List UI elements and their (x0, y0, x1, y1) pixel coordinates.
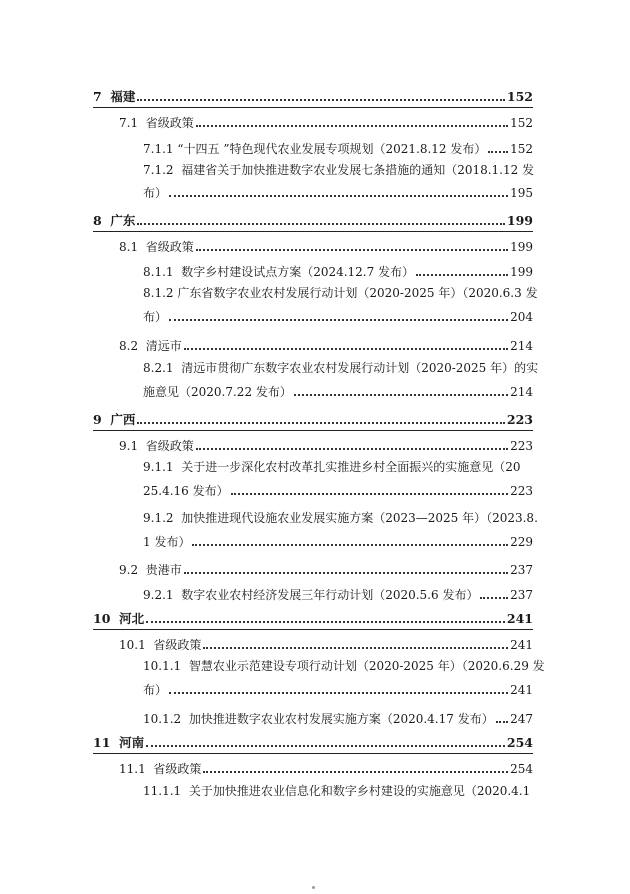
page-marker (312, 886, 315, 889)
toc-entry-7-1-2[interactable]: 7.1.2 福建省关于加快推进数字农业发展七条措施的通知（2018.1.12 发 (143, 163, 535, 177)
toc-entry-8-1-1[interactable]: 8.1.1 数字乡村建设试点方案（2024.12.7 发布） 199 (143, 265, 533, 279)
toc-entry-8-2[interactable]: 8.2 清远市 214 (119, 339, 533, 353)
toc-entry-9-1-2[interactable]: 9.1.2 加快推进现代设施农业发展实施方案（2023—2025 年）（2023.8. (143, 511, 538, 525)
toc-entry-8-1-2-cont[interactable]: 布） 204 (143, 310, 533, 324)
toc-entry-10-1-2[interactable]: 10.1.2 加快推进数字农业农村发展实施方案（2020.4.17 发布） 247 (143, 712, 533, 726)
toc-entry-9-1-2-cont[interactable]: 1 发布） 229 (143, 535, 533, 549)
toc-heading-11[interactable]: 11 河南 254 (93, 735, 533, 750)
toc-entry-9-1-1-cont[interactable]: 25.4.16 发布） 223 (143, 484, 533, 498)
toc-entry-9-1[interactable]: 9.1 省级政策 223 (119, 439, 533, 453)
toc-entry-8-2-1-cont[interactable]: 施意见（2020.7.22 发布） 214 (143, 385, 533, 399)
toc-entry-8-1[interactable]: 8.1 省级政策 199 (119, 240, 533, 254)
leader-dots (137, 89, 504, 101)
toc-heading-8[interactable]: 8 广东 199 (93, 213, 533, 228)
page-number: 152 (506, 89, 533, 104)
toc-heading-7[interactable] (93, 82, 533, 104)
toc-entry-11-1-1[interactable]: 11.1.1 关于加快推进农业信息化和数字乡村建设的实施意见（2020.4.1 (143, 784, 531, 798)
toc-entry-10-1-1[interactable]: 10.1.1 智慧农业示范建设专项行动计划（2020-2025 年）（2020.6.29 发 (143, 659, 545, 673)
section-number: 7 (93, 89, 102, 104)
toc-entry-8-1-2[interactable]: 8.1.2 广东省数字农业农村发展行动计划（2020-2025 年）（2020.6.3 发 (143, 286, 538, 300)
toc-entry-9-2[interactable]: 9.2 贵港市 237 (119, 563, 533, 577)
section-title: 福建 (110, 89, 136, 104)
toc-heading-10[interactable]: 10 河北 241 (93, 611, 533, 626)
toc-entry-7-1[interactable]: 7.1 省级政策 152 (119, 116, 533, 130)
toc-entry-8-2-1[interactable]: 8.2.1 清远市贯彻广东数字农业农村发展行动计划（2020-2025 年）的实 (143, 361, 539, 375)
toc-entry-7-1-1[interactable]: 7.1.1 “十四五 ”特色现代农业发展专项规划（2021.8.12 发布） 152 (143, 142, 533, 156)
toc-heading-9[interactable]: 9 广西 223 (93, 412, 533, 427)
toc-entry-11-1[interactable]: 11.1 省级政策 254 (119, 762, 533, 776)
toc-entry-9-2-1[interactable]: 9.2.1 数字农业农村经济发展三年行动计划（2020.5.6 发布） 237 (143, 588, 533, 602)
toc-entry-7-1-2-cont[interactable]: 布） 195 (143, 186, 533, 200)
toc-entry-10-1-1-cont[interactable]: 布） 241 (143, 683, 533, 697)
toc-entry-9-1-1[interactable]: 9.1.1 关于进一步深化农村改革扎实推进乡村全面振兴的实施意见（20 (143, 460, 521, 474)
toc-entry-10-1[interactable]: 10.1 省级政策 241 (119, 638, 533, 652)
